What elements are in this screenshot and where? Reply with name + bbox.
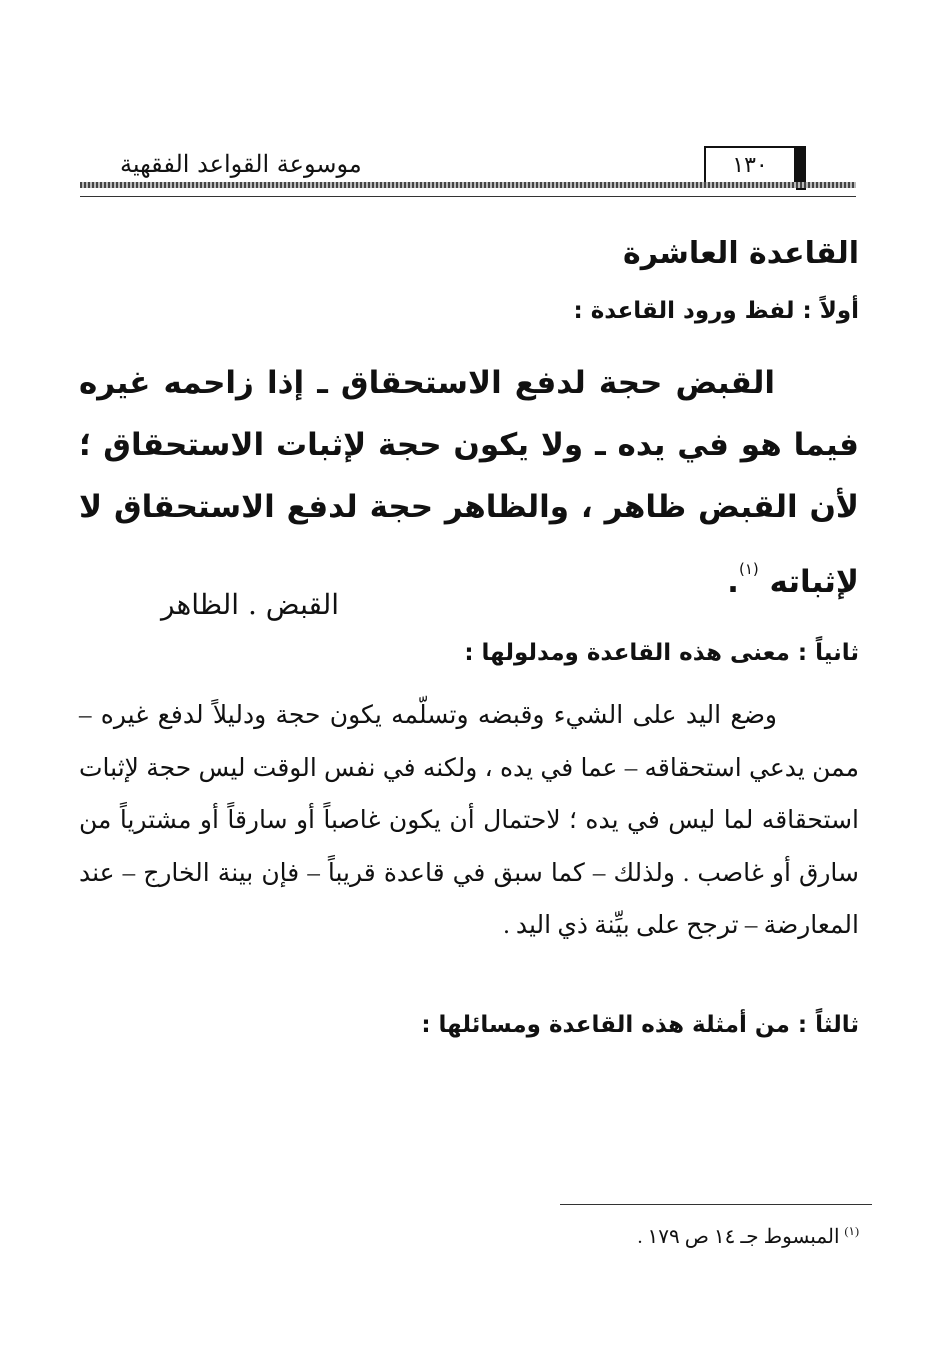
footnote xyxy=(638,1224,860,1249)
page-header xyxy=(80,138,880,208)
rule-text: القبض حجة لدفع الاستحقاق ـ إذا زاحمه غيره فيما هو في يده ـ ولا يكون حجة لإثبات الاستحقاق ؛ لأن القبض ظاهر ، والظاهر حجة لدفع الاستحقاق لا لإثباته xyxy=(79,365,859,600)
section-title-meaning: ثانياً : معنى هذه القاعدة ومدلولها : xyxy=(464,640,859,666)
rule-statement xyxy=(79,352,859,613)
footnote-reference: (١) xyxy=(738,560,759,578)
rule-end: . xyxy=(727,564,739,600)
section-title-wording: أولاً : لفظ ورود القاعدة : xyxy=(573,298,859,324)
rule-heading: القاعدة العاشرة xyxy=(622,236,859,271)
keywords: القبض . الظاهر xyxy=(161,588,339,621)
footnote-text: المبسوط جـ ١٤ ص ١٧٩ . xyxy=(637,1226,840,1248)
meaning-paragraph: وضع اليد على الشيء وقبضه وتسلّمه يكون حجة ودليلاً لدفع غيره – ممن يدعي استحقاقه – عما في يده ، ولكنه في نفس الوقت ليس حجة لإثبات استحقاقه لما ليس في يده ؛ لاحتمال أن يكون غاصباً أو سارقاً أو مشترياً من سارق أو غاصب . ولذلك – كما سبق في قاعدة قريباً – فإن بينة الخارج – عند المعارضة – ترجح على بيِّنة ذي اليد . xyxy=(79,702,859,939)
footnote-separator xyxy=(560,1204,872,1205)
book-title: موسوعة القواعد الفقهية xyxy=(120,150,362,178)
section-title-examples: ثالثاً : من أمثلة هذه القاعدة ومسائلها : xyxy=(421,1012,859,1038)
header-rule-thin xyxy=(80,196,856,197)
page-number: ١٣٠ xyxy=(704,146,796,186)
footnote-marker: (١) xyxy=(844,1224,859,1238)
header-rule xyxy=(80,182,856,188)
